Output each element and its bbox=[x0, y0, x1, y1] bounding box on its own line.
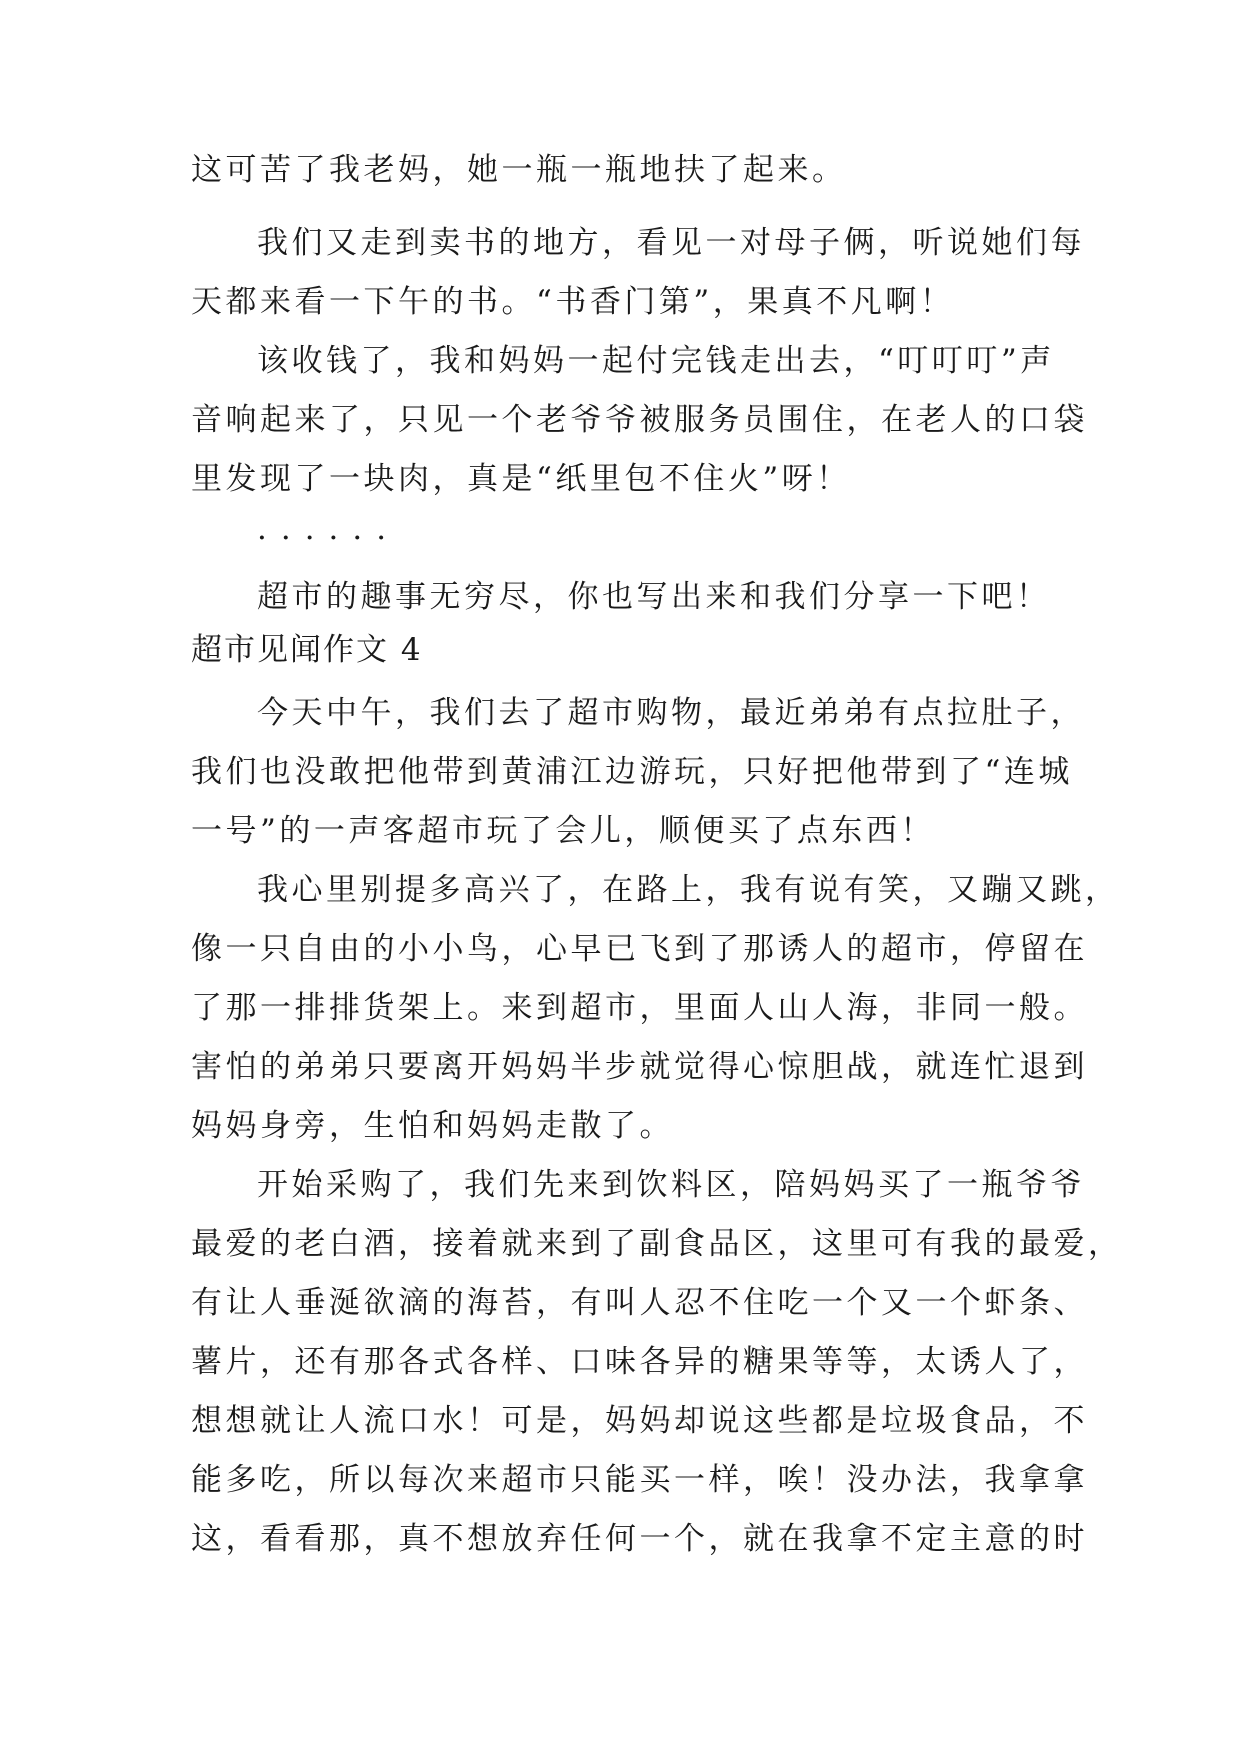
paragraph-first-line: 该收钱了，我和妈妈一起付完钱走出去，“叮叮叮”声 bbox=[257, 343, 1055, 379]
text-line: 里发现了一块肉，真是“纸里包不住火”呀！ bbox=[191, 461, 851, 497]
section-heading: 超市见闻作文 4 bbox=[191, 632, 423, 668]
text-line: 我们也没敢把他带到黄浦江边游玩，只好把他带到了“连城 bbox=[191, 754, 1073, 790]
text-line: 这，看看那，真不想放弃任何一个，就在我拿不定主意的时 bbox=[191, 1521, 1088, 1557]
text-line: 天都来看一下午的书。“书香门第”，果真不凡啊！ bbox=[191, 284, 955, 320]
paragraph-first-line: 超市的趣事无穷尽，你也写出来和我们分享一下吧！ bbox=[257, 579, 1051, 615]
paragraph-first-line: 今天中午，我们去了超市购物，最近弟弟有点拉肚子， bbox=[257, 695, 1085, 731]
text-line: 音响起来了，只见一个老爷爷被服务员围住，在老人的口袋 bbox=[191, 402, 1088, 438]
text-line: 这可苦了我老妈，她一瓶一瓶地扶了起来。 bbox=[191, 152, 847, 188]
text-line: 一号”的一声客超市玩了会儿，顺便买了点东西！ bbox=[191, 813, 935, 849]
text-line: 像一只自由的小小鸟，心早已飞到了那诱人的超市，停留在 bbox=[191, 931, 1088, 967]
text-line: 害怕的弟弟只要离开妈妈半步就觉得心惊胆战，就连忙退到 bbox=[191, 1049, 1088, 1085]
text-line: 能多吃，所以每次来超市只能买一样，唉！没办法，我拿拿 bbox=[191, 1462, 1088, 1498]
text-line: 妈妈身旁，生怕和妈妈走散了。 bbox=[191, 1108, 674, 1144]
paragraph-first-line: 开始采购了，我们先来到饮料区，陪妈妈买了一瓶爷爷 bbox=[257, 1167, 1085, 1203]
text-line: 最爱的老白酒，接着就来到了副食品区，这里可有我的最爱， bbox=[191, 1226, 1123, 1262]
text-line: 薯片，还有那各式各样、口味各异的糖果等等，太诱人了， bbox=[191, 1344, 1088, 1380]
paragraph-first-line: 我们又走到卖书的地方，看见一对母子俩，听说她们每 bbox=[257, 225, 1085, 261]
text-line: 有让人垂涎欲滴的海苔，有叫人忍不住吃一个又一个虾条、 bbox=[191, 1285, 1088, 1321]
text-line: 想想就让人流口水！可是，妈妈却说这些都是垃圾食品，不 bbox=[191, 1403, 1088, 1439]
text-line: 了那一排排货架上。来到超市，里面人山人海，非同一般。 bbox=[191, 990, 1088, 1026]
ellipsis-line: ······ bbox=[257, 520, 401, 556]
paragraph-first-line: 我心里别提多高兴了，在路上，我有说有笑，又蹦又跳， bbox=[257, 872, 1120, 908]
